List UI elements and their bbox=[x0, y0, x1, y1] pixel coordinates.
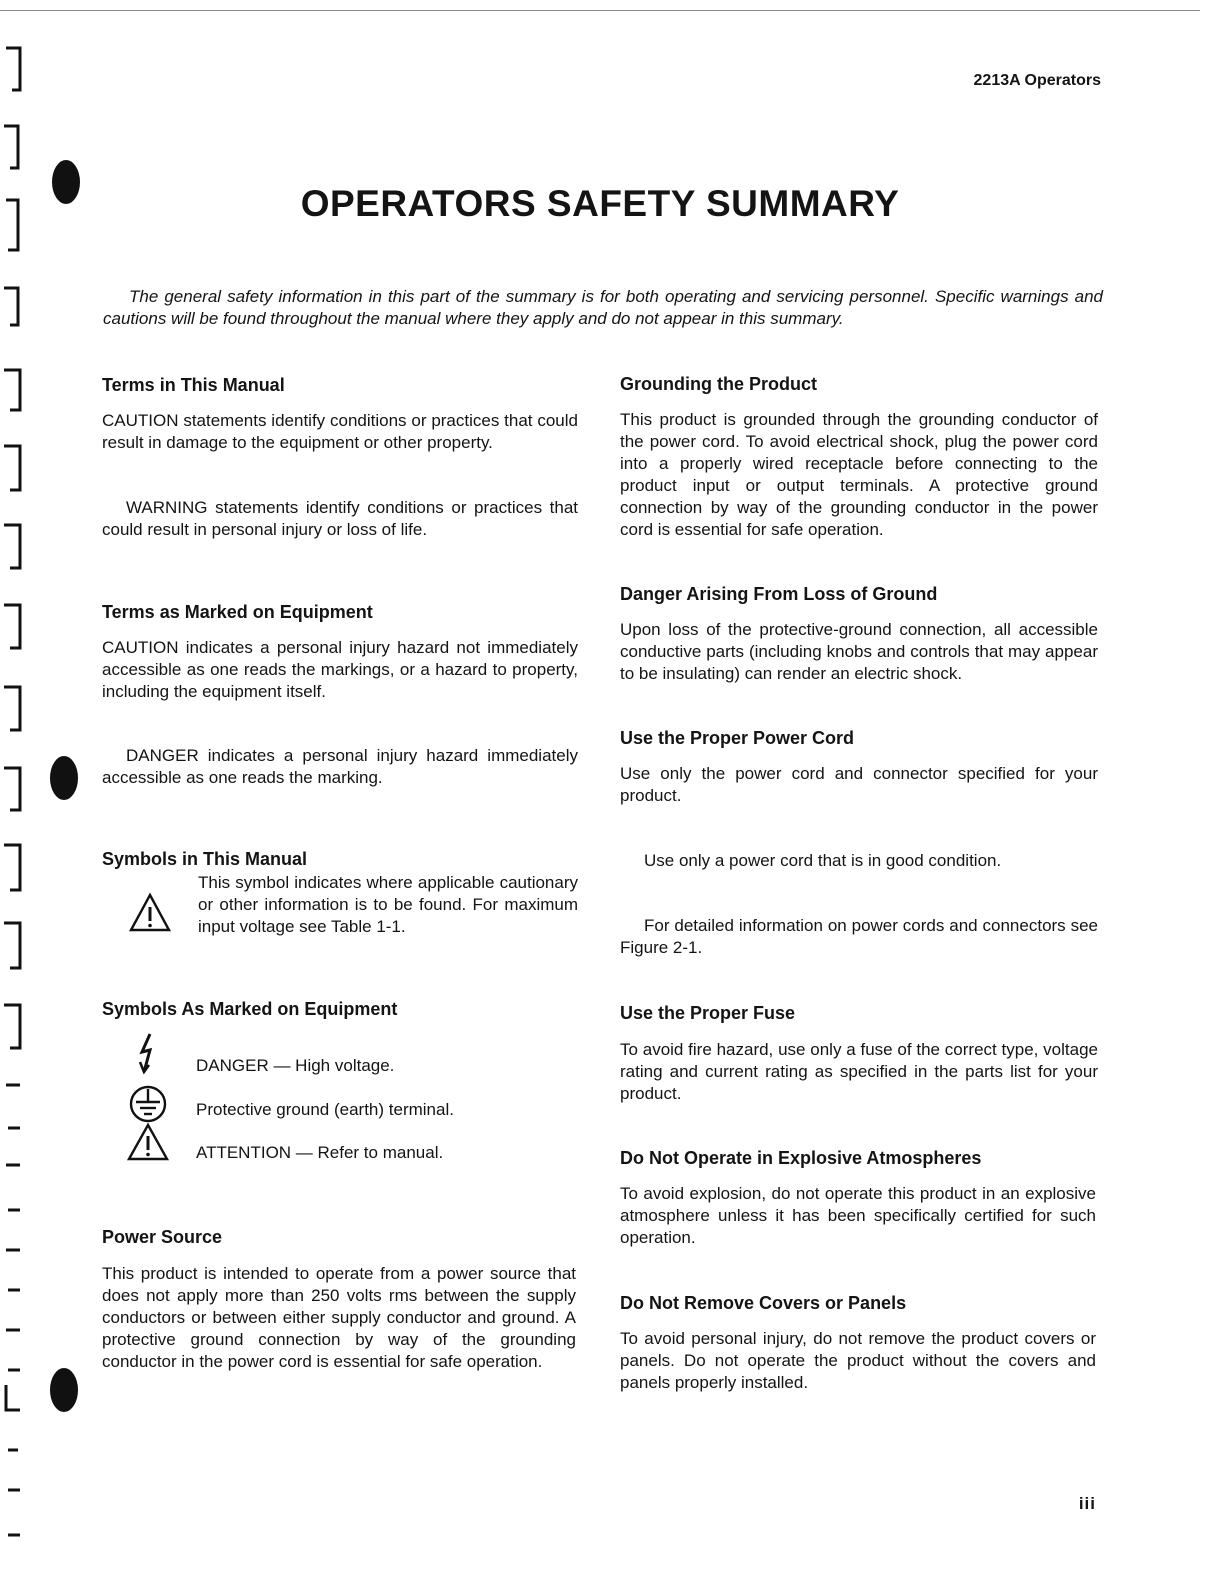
protective-ground-icon bbox=[128, 1084, 168, 1124]
power-cord-text-2: Use only a power cord that is in good condition. bbox=[644, 851, 1002, 870]
loss-ground-text: Upon loss of the protective-ground connection, all accessible conductive parts (including knobs and controls that may appear to be insulating) can render an electric shock. bbox=[620, 620, 1098, 683]
section-heading-covers: Do Not Remove Covers or Panels bbox=[620, 1293, 907, 1313]
symbol-label-protective-ground: Protective ground (earth) terminal. bbox=[196, 1100, 454, 1119]
symbol-label-high-voltage: DANGER — High voltage. bbox=[196, 1056, 395, 1075]
power-cord-text-3: For detailed information on power cords and connectors see Figure 2-1. bbox=[620, 916, 1098, 957]
covers-text: To avoid personal injury, do not remove the product covers or panels. Do not operate the product without the covers and panels properly installed. bbox=[620, 1329, 1096, 1392]
header-code: 2213A Operators bbox=[973, 72, 1101, 89]
symbol-label-attention: ATTENTION — Refer to manual. bbox=[196, 1143, 444, 1162]
binder-edge-marks bbox=[0, 0, 100, 1584]
terms-manual-caution: CAUTION statements identify conditions or practices that could result in damage to the equipment or other property. bbox=[102, 411, 578, 452]
page-number: iii bbox=[1078, 1494, 1096, 1513]
intro-paragraph: The general safety information in this part of the summary is for both operating and servicing personnel. Specific warnings and cautions will be found throughout the manual where they apply and do not appear in this summary. bbox=[103, 287, 1103, 328]
section-heading-terms-manual: Terms in This Manual bbox=[102, 375, 285, 395]
grounding-text: This product is grounded through the grounding conductor of the power cord. To avoid electrical shock, plug the power cord into a properly wired receptacle before connecting to the product input or output terminals. A protective ground connection by way of the grounding conductor in the power cord is essential for safe operation. bbox=[620, 410, 1098, 539]
section-heading-terms-equipment: Terms as Marked on Equipment bbox=[102, 602, 373, 622]
section-heading-loss-ground: Danger Arising From Loss of Ground bbox=[620, 584, 938, 604]
section-heading-grounding: Grounding the Product bbox=[620, 374, 817, 394]
fuse-text: To avoid fire hazard, use only a fuse of the correct type, voltage rating and current rating as specified in the parts list for your product. bbox=[620, 1040, 1098, 1103]
section-heading-symbols-manual: Symbols in This Manual bbox=[102, 849, 308, 869]
explosive-text: To avoid explosion, do not operate this product in an explosive atmosphere unless it has been specifically certified for such operation. bbox=[620, 1184, 1096, 1247]
terms-equipment-caution: CAUTION indicates a personal injury hazard not immediately accessible as one reads the markings, or a hazard to property, including the equipment itself. bbox=[102, 638, 578, 701]
power-source-text: This product is intended to operate from a power source that does not apply more than 250 volts rms between the supply conductors or between either supply conductor and ground. A protective ground connection by way of the grounding conductor in the power cord is essential for safe operation. bbox=[102, 1264, 576, 1371]
terms-manual-warning: WARNING statements identify conditions or practices that could result in personal injury or loss of life. bbox=[102, 498, 578, 539]
section-heading-fuse: Use the Proper Fuse bbox=[620, 1003, 796, 1023]
power-cord-text-1: Use only the power cord and connector specified for your product. bbox=[620, 764, 1098, 805]
section-heading-power-cord: Use the Proper Power Cord bbox=[620, 728, 855, 748]
section-heading-explosive: Do Not Operate in Explosive Atmospheres bbox=[620, 1148, 982, 1168]
symbols-manual-text: This symbol indicates where applicable cautionary or other information is to be found. For maximum input voltage see Table 1-1. bbox=[198, 873, 578, 936]
warning-triangle-icon bbox=[128, 892, 172, 934]
section-heading-power-source: Power Source bbox=[102, 1227, 223, 1247]
section-heading-symbols-equipment: Symbols As Marked on Equipment bbox=[102, 999, 398, 1019]
attention-triangle-icon bbox=[126, 1122, 170, 1162]
high-voltage-icon bbox=[136, 1032, 160, 1074]
top-rule bbox=[0, 10, 1200, 11]
page-title: OPERATORS SAFETY SUMMARY bbox=[300, 183, 900, 224]
terms-equipment-danger: DANGER indicates a personal injury hazard immediately accessible as one reads the marking. bbox=[102, 746, 578, 787]
